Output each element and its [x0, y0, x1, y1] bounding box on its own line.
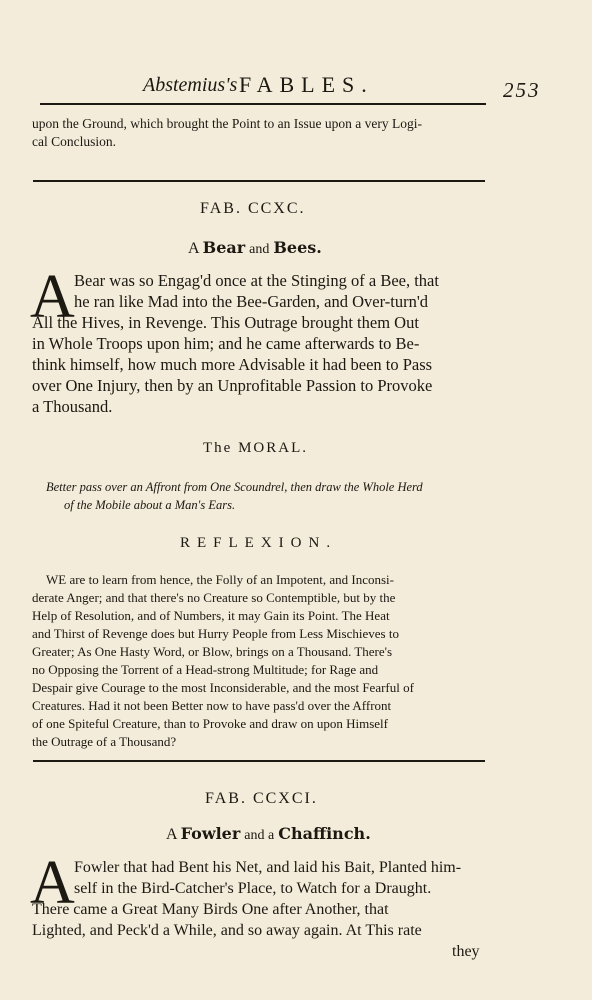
reflexion-line-1: WE are to learn from hence, the Folly of an Impotent, and Inconsi- [46, 572, 394, 587]
fable2-line-1: Fowler that had Bent his Net, and laid his Bait, Planted him- [74, 859, 462, 876]
reflexion-line-7: Despair give Courage to the most Inconsiderable, and the most Fearful of [32, 680, 414, 695]
title-bear: Bear [202, 238, 246, 257]
reflexion-line-4: and Thirst of Revenge does but Hurry People from Less Mischieves to [32, 626, 399, 641]
running-title-main: FABLES. [239, 72, 374, 97]
page-number: 253 [503, 78, 541, 102]
title-and-a: and a [244, 828, 275, 843]
fable-line-1: Bear was so Engag'd once at the Stinging of a Bee, that [74, 271, 439, 290]
fable-title [188, 238, 322, 258]
fable-line-6: over One Injury, then by an Unprofitable Passion to Provoke [32, 376, 433, 395]
reflexion-line-8: Creatures. Had it not been Better now to have pass'd over the Affront [32, 698, 392, 713]
fable-number-2: FAB. CCXCI. [205, 790, 318, 807]
running-title-prefix: Abstemius's [143, 74, 238, 96]
moral-heading: The MORAL. [203, 440, 308, 456]
reflexion-line-10: the Outrage of a Thousand? [32, 734, 177, 749]
title-article-2: A [166, 826, 177, 843]
title-article: A [188, 240, 199, 257]
catchword: they [452, 943, 480, 960]
fable2-line-3: There came a Great Many Birds One after Another, that [32, 901, 389, 918]
title-and: and [249, 242, 270, 257]
fable-line-2: he ran like Mad into the Bee-Garden, and Over-turn'd [74, 292, 429, 311]
reflexion-heading: REFLEXION. [180, 535, 338, 551]
reflexion-line-2: derate Anger; and that there's no Creature so Contemptible, but by the [32, 590, 396, 605]
fable-line-7: a Thousand. [32, 397, 113, 416]
fable-line-5: think himself, how much more Advisable it had been to Pass [32, 355, 433, 374]
moral-line-1: Better pass over an Affront from One Scoundrel, then draw the Whole Herd [46, 480, 423, 494]
reflexion-line-6: no Opposing the Torrent of a Head-strong Multitude; for Rage and [32, 662, 379, 677]
section-rule-2 [33, 760, 485, 762]
fable-number: FAB. CCXC. [200, 200, 306, 217]
drop-cap-2: A [30, 849, 75, 917]
section-rule-1 [33, 180, 485, 182]
fable-title-2 [166, 824, 371, 844]
fable2-line-2: self in the Bird-Catcher's Place, to Watch for a Draught. [74, 880, 432, 897]
reflexion-line-9: of one Spiteful Creature, than to Provoke and draw on upon Himself [32, 716, 388, 731]
fable2-line-4: Lighted, and Peck'd a While, and so away again. At This rate [32, 922, 422, 939]
title-fowler: Fowler [180, 824, 241, 843]
header-rule [40, 103, 486, 105]
carryover-line-1: upon the Ground, which brought the Point to an Issue upon a very Logi- [32, 116, 422, 131]
reflexion-line-3: Help of Resolution, and of Numbers, it may Gain its Point. The Heat [32, 608, 390, 623]
carryover-line-2: cal Conclusion. [32, 134, 116, 149]
reflexion-line-5: Greater; As One Hasty Word, or Blow, brings on a Thousand. There's [32, 644, 393, 659]
fable-line-4: in Whole Troops upon him; and he came afterwards to Be- [32, 334, 420, 353]
fable-line-3: All the Hives, in Revenge. This Outrage brought them Out [32, 313, 419, 332]
moral-line-2: of the Mobile about a Man's Ears. [64, 498, 236, 512]
drop-cap: A [30, 263, 75, 331]
title-bees: Bees. [273, 238, 322, 257]
title-chaffinch: Chaffinch. [278, 824, 371, 843]
